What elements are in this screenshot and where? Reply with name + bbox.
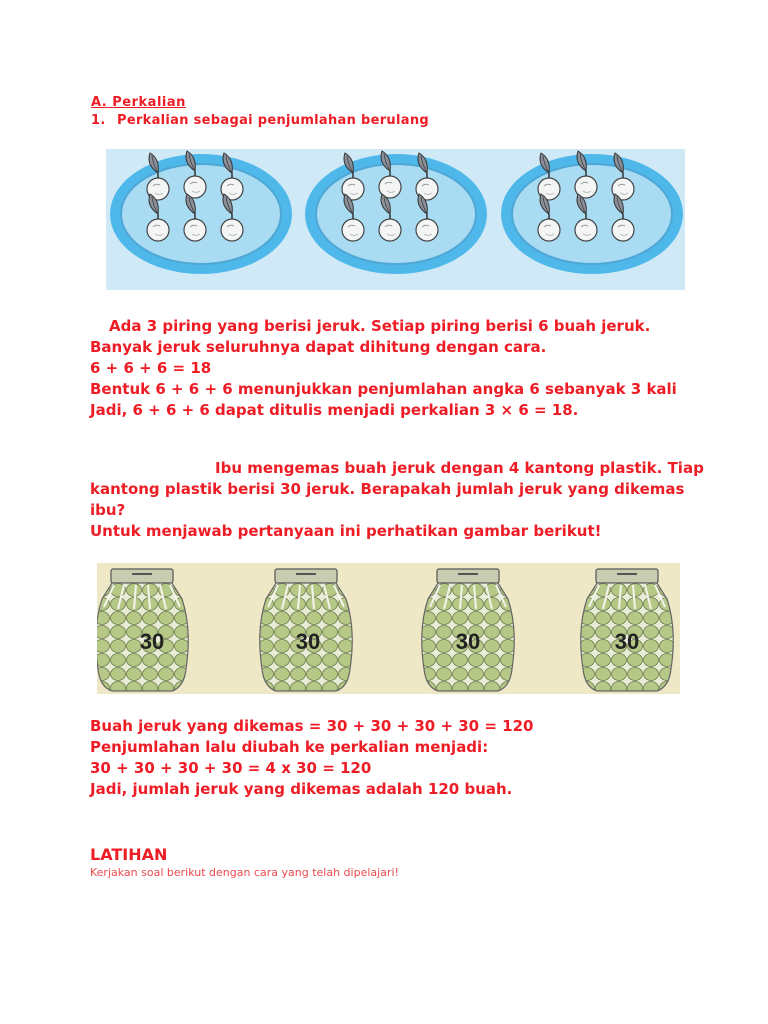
plates-svg bbox=[106, 149, 685, 290]
paragraph-line: Banyak jeruk seluruhnya dapat dihitung dengan cara. bbox=[90, 338, 547, 356]
plate-1 bbox=[110, 151, 292, 274]
paragraph-line: Ibu mengemas buah jeruk dengan 4 kantong plastik. Tiap bbox=[215, 459, 704, 477]
paragraph-line: Penjumlahan lalu diubah ke perkalian menjadi: bbox=[90, 738, 489, 756]
subsection-title bbox=[91, 113, 429, 128]
subsection-title-text: Perkalian sebagai penjumlahan berulang bbox=[117, 113, 429, 128]
latihan-instruction: Kerjakan soal berikut dengan cara yang telah dipelajari! bbox=[90, 866, 399, 879]
paragraph-line: 6 + 6 + 6 = 18 bbox=[90, 359, 212, 377]
section-letter: A. bbox=[91, 95, 108, 110]
paragraph-plates bbox=[90, 316, 677, 421]
paragraph-answer bbox=[90, 716, 533, 800]
bag-label: 30 bbox=[455, 629, 481, 654]
paragraph-question bbox=[90, 458, 704, 542]
plate-3 bbox=[501, 151, 683, 274]
paragraph-line: Untuk menjawab pertanyaan ini perhatikan gambar berikut! bbox=[90, 522, 602, 540]
bag-label: 30 bbox=[614, 629, 640, 654]
paragraph-line: Jadi, 6 + 6 + 6 dapat ditulis menjadi perkalian 3 × 6 = 18. bbox=[90, 401, 579, 419]
paragraph-line: Jadi, jumlah jeruk yang dikemas adalah 120 buah. bbox=[90, 780, 513, 798]
paragraph-line: kantong plastik berisi 30 jeruk. Berapakah jumlah jeruk yang dikemas bbox=[90, 480, 685, 498]
subsection-number: 1. bbox=[91, 113, 106, 128]
paragraph-line: Buah jeruk yang dikemas = 30 + 30 + 30 + 30 = 120 bbox=[90, 717, 534, 735]
paragraph-line: Ada 3 piring yang berisi jeruk. Setiap piring berisi 6 buah jeruk. bbox=[109, 317, 651, 335]
latihan-heading: LATIHAN bbox=[90, 845, 168, 864]
paragraph-line: ibu? bbox=[90, 501, 126, 519]
bag-label: 30 bbox=[295, 629, 321, 654]
bag-label: 30 bbox=[139, 629, 165, 654]
section-title-text: Perkalian bbox=[112, 95, 186, 110]
bags-svg bbox=[97, 563, 680, 694]
plates-illustration bbox=[106, 149, 685, 290]
paragraph-line: 30 + 30 + 30 + 30 = 4 x 30 = 120 bbox=[90, 759, 372, 777]
plate-2 bbox=[305, 151, 487, 274]
section-title bbox=[91, 95, 186, 110]
bags-illustration bbox=[97, 563, 680, 694]
paragraph-line: Bentuk 6 + 6 + 6 menunjukkan penjumlahan angka 6 sebanyak 3 kali bbox=[90, 380, 677, 398]
